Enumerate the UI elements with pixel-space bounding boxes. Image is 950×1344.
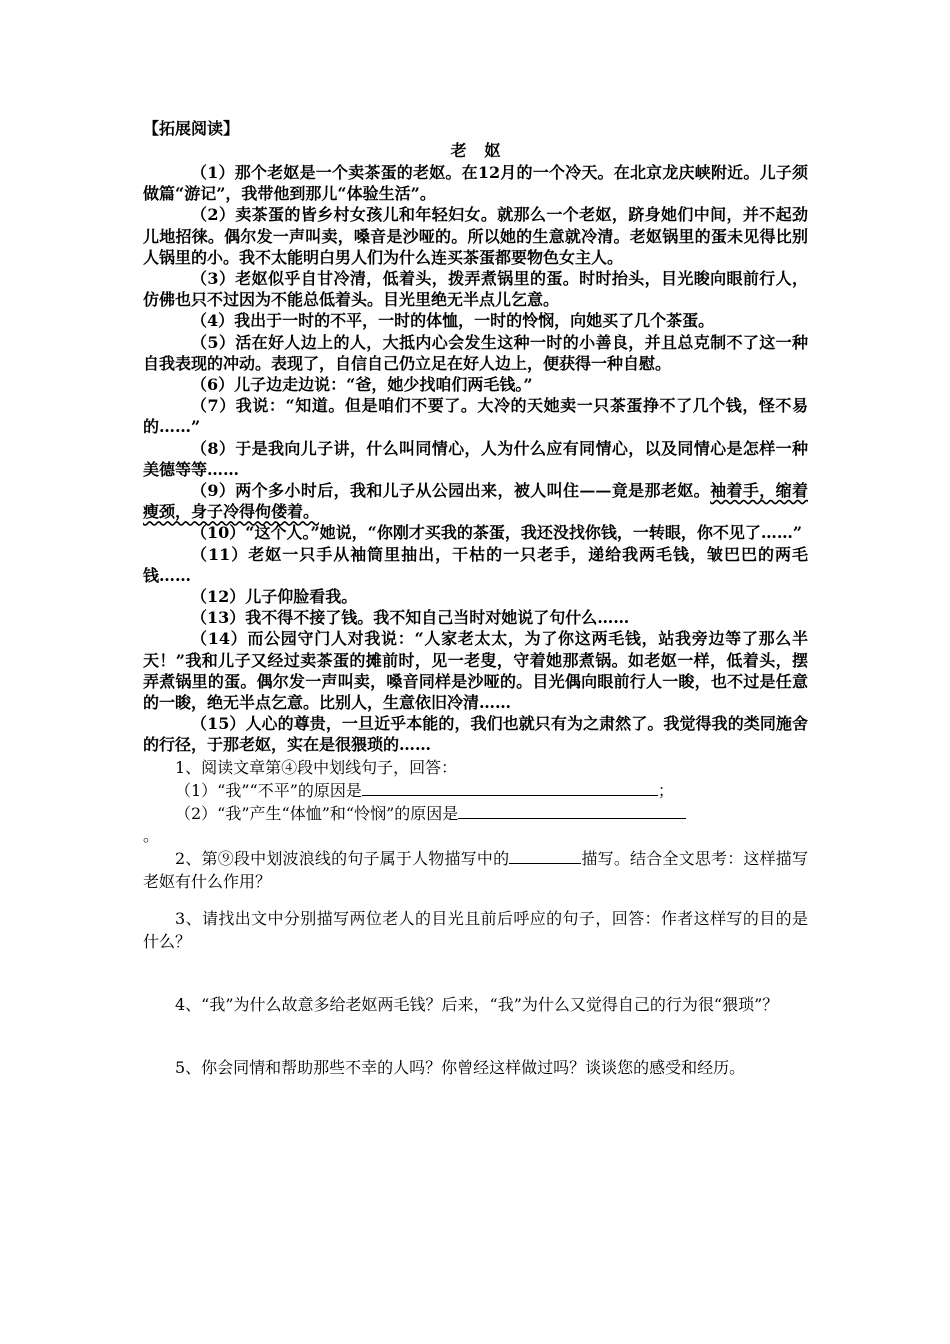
question-2 [143,847,808,893]
question-1-part-1-end: ； [657,780,674,800]
answer-blank-2[interactable] [458,802,686,819]
paragraph-3: （3）老妪似乎自甘冷清，低着头，拨弄煮锅里的蛋。时时抬头，目光睃向眼前行人，仿佛也只不过因为不能总低着头。目光里绝无半点儿乞意。 [143,269,808,310]
paragraph-1: （1）那个老妪是一个卖茶蛋的老妪。在12月的一个冷天。在北京龙庆峡附近。儿子须做篇“游记”，我带他到那儿“体验生活”。 [143,163,808,204]
paragraph-7: （7）我说：“知道。但是咱们不要了。大冷的天她卖一只茶蛋挣不了几个钱，怪不易的……” [143,396,808,437]
paragraph-14: （14）而公园守门人对我说：“人家老太太，为了你这两毛钱，站我旁边等了那么半天！”我和儿子又经过卖茶蛋的摊前时，见一老叟，守着她那煮锅。如老妪一样，低着头，摆弄煮锅里的蛋。偶尔发一声叫卖，嗓音同样是沙哑的。目光偶向眼前行人一睃，也不过是任意的一睃，绝无半点乞意。比别人，生意依旧冷清…… [143,629,808,713]
paragraph-13: （13）我不得不接了钱。我不知自己当时对她说了句什么…… [191,608,630,628]
paragraph-9 [143,480,808,522]
spacer [143,893,808,907]
paragraph-5: （5）活在好人边上的人，大抵内心会发生这种一时的小善良，并且总克制不了这一种自我表现的冲动。表现了，自信自己仍立足在好人边上，便获得一种自慰。 [143,332,808,373]
paragraph-12: （12）儿子仰脸看我。 [191,587,358,607]
question-1-part-2 [143,802,808,825]
question-1-part-1 [143,779,808,802]
paragraph-9-wavy-sentence: 袖着手，缩着瘦颈，身子冷得佝偻着。 [143,481,808,522]
paragraph-15: （15）人心的尊贵，一旦近乎本能的，我们也就只有为之肃然了。我觉得我的类同施舍的行径，于那老妪，实在是很猥琐的…… [143,714,808,755]
question-1: 1、阅读文章第④段中划线句子，回答： [175,757,458,777]
paragraph-10: （10）“这个人。”她说，“你刚才买我的茶蛋，我还没找你钱，一转眼，你不见了……” [191,523,803,543]
question-1-part-2-end: 。 [143,825,160,845]
paragraph-6: （6）儿子边走边说：“爸，她少找咱们两毛钱。” [191,375,533,395]
question-3: 3、请找出文中分别描写两位老人的目光且前后呼应的句子，回答：作者这样写的目的是什么？ [143,908,808,951]
paragraph-9-text: （9）两个多小时后，我和儿子从公园出来，被人叫住——竟是那老妪。 [191,481,711,501]
spacer [143,953,808,993]
article-title: 老妪 [450,141,519,160]
paragraph-2: （2）卖茶蛋的皆乡村女孩儿和年轻妇女。就那么一个老妪，跻身她们中间，并不起劲儿地招徕。偶尔发一声叫卖，嗓音是沙哑的。所以她的生意就冷清。老妪锅里的蛋未见得比别人锅里的小。我不太能明白男人们为什么连买茶蛋都要物色女主人。 [143,205,808,267]
paragraph-8: （8）于是我向儿子讲，什么叫同情心，人为什么应有同情心，以及同情心是怎样一种美德等等…… [143,438,808,479]
answer-blank-3[interactable] [509,847,581,864]
paragraph-11: （11）老妪一只手从袖筒里抽出，干枯的一只老手，递给我两毛钱，皱巴巴的两毛钱…… [143,544,808,585]
paragraph-4: （4）我出于一时的不平，一时的体恤，一时的怜悯，向她买了几个茶蛋。 [191,311,715,331]
section-header: 【拓展阅读】 [143,119,240,138]
answer-blank-1[interactable] [362,779,658,796]
question-4: 4、“我”为什么故意多给老妪两毛钱？后来，“我”为什么又觉得自己的行为很“猥琐”？ [175,994,779,1014]
question-2-end: 描写。结合全文思考：这样描写老妪有什么作用？ [143,848,808,891]
question-2-start: 2、第⑨段中划波浪线的句子属于人物描写中的 [175,848,510,868]
spacer [143,1016,808,1056]
document-page [143,118,808,1079]
question-1-part-2-text: （2）“我”产生“体恤”和“怜悯”的原因是 [175,803,459,823]
question-1-part-1-text: （1）“我”“不平”的原因是 [175,780,362,800]
question-5: 5、你会同情和帮助那些不幸的人吗？你曾经这样做过吗？谈谈您的感受和经历。 [175,1057,746,1077]
